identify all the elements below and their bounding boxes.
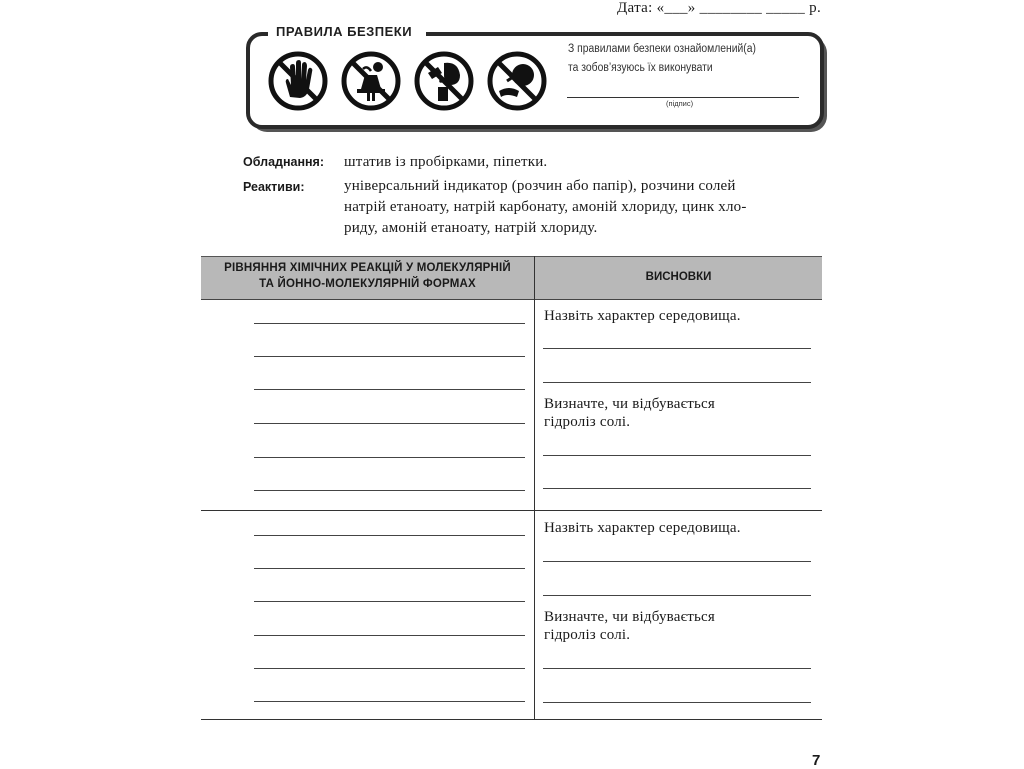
reagents-line-1: універсальний індикатор (розчин або папір), розчини солей [344, 178, 736, 194]
answer-line[interactable] [543, 702, 811, 703]
equation-line[interactable] [254, 423, 525, 424]
question-hydrolysis-line-1: Визначте, чи відбувається [544, 396, 715, 412]
answer-line[interactable] [543, 561, 811, 562]
question-hydrolysis-line-1: Визначте, чи відбувається [544, 609, 715, 625]
equations-column-header [201, 260, 534, 292]
page-number: 7 [812, 752, 821, 769]
answer-line[interactable] [543, 595, 811, 596]
row-divider [201, 510, 822, 511]
equation-line[interactable] [254, 601, 525, 602]
reagents-line-2: натрій етаноату, натрій карбонату, амоній хлориду, цинк хло- [344, 199, 747, 215]
acknowledgement-line-1: З правилами безпеки ознайомлений(а) [568, 43, 756, 55]
equation-line[interactable] [254, 568, 525, 569]
equation-line[interactable] [254, 490, 525, 491]
table-bottom-border [201, 719, 822, 720]
safety-acknowledgement [568, 40, 780, 78]
equipment-value: штатив із пробірками, піпетки. [344, 154, 548, 170]
reagents-label: Реактиви: [243, 180, 305, 194]
answer-line[interactable] [543, 382, 811, 383]
answer-line[interactable] [543, 455, 811, 456]
equations-header-line-2: ТА ЙОННО-МОЛЕКУЛЯРНІЙ ФОРМАХ [259, 278, 476, 290]
signature-caption: (підпис) [666, 99, 694, 108]
question-hydrolysis-line-2: гідроліз солі. [544, 627, 631, 643]
equipment-label: Обладнання: [243, 155, 325, 169]
equations-header-line-1: РІВНЯННЯ ХІМІЧНИХ РЕАКЦІЙ У МОЛЕКУЛЯРНІЙ [224, 262, 511, 274]
question-hydrolysis [544, 608, 814, 644]
equation-line[interactable] [254, 701, 525, 702]
safety-rules-title: ПРАВИЛА БЕЗПЕКИ [268, 24, 426, 39]
answer-line[interactable] [543, 668, 811, 669]
question-hydrolysis-line-2: гідроліз солі. [544, 414, 631, 430]
no-tasting-icon [487, 51, 547, 111]
no-pouring-icon [414, 51, 474, 111]
safety-signs [268, 51, 547, 111]
equation-line[interactable] [254, 389, 525, 390]
acknowledgement-line-2: та зобов’язуюсь їх виконувати [568, 62, 713, 74]
answer-line[interactable] [543, 348, 811, 349]
no-touch-hand-icon [268, 51, 328, 111]
equation-line[interactable] [254, 635, 525, 636]
question-environment: Назвіть характер середовища. [544, 520, 741, 536]
date-field[interactable]: Дата: «___» ________ _____ р. [616, 0, 821, 16]
question-environment: Назвіть характер середовища. [544, 308, 741, 324]
equation-line[interactable] [254, 668, 525, 669]
equation-line[interactable] [254, 535, 525, 536]
column-divider [534, 256, 535, 720]
equation-line[interactable] [254, 457, 525, 458]
reagents-line-3: риду, амоній етаноату, натрій хлориду. [344, 220, 598, 236]
equation-line[interactable] [254, 356, 525, 357]
signature-line[interactable] [567, 97, 799, 98]
answer-line[interactable] [543, 488, 811, 489]
conclusions-column-header: ВИСНОВКИ [645, 271, 712, 283]
equation-line[interactable] [254, 323, 525, 324]
question-hydrolysis [544, 395, 814, 431]
no-heating-beaker-icon [341, 51, 401, 111]
